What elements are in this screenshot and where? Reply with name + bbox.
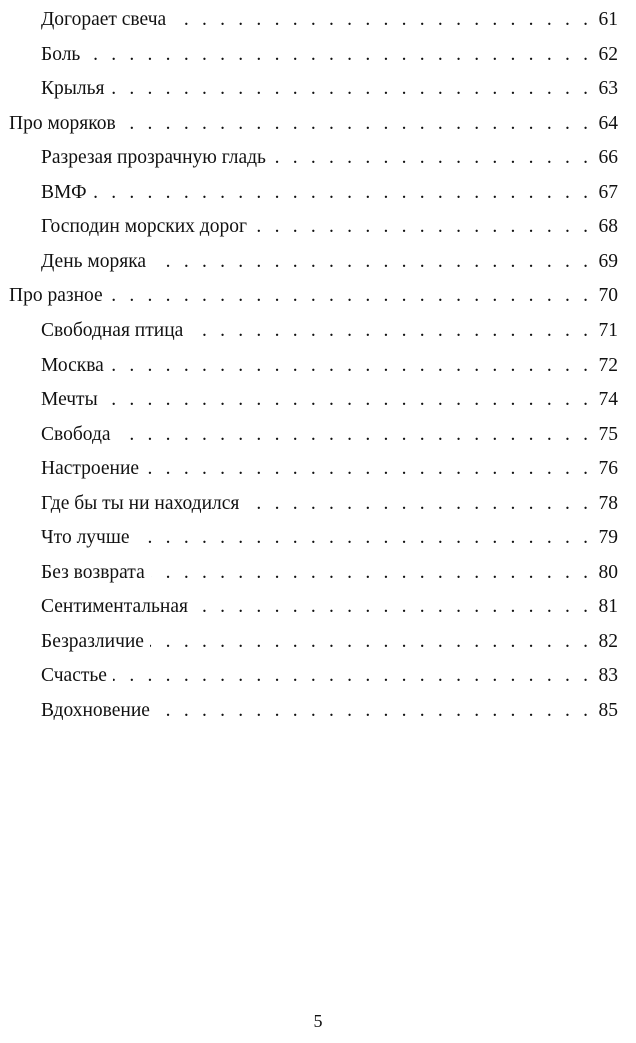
toc-entry-page: 75 [598,424,618,445]
dot-leader [109,284,588,308]
toc-entry-page: 66 [598,147,618,168]
toc-entry-page: 61 [598,9,618,30]
dot-leader [189,319,588,343]
toc-entry-page: 80 [598,562,618,583]
toc-entry [41,423,618,447]
toc-entry [41,526,618,550]
dot-leader [122,112,588,136]
dot-leader [245,492,588,516]
toc-entry-title: Про моряков [9,113,116,134]
toc-entry-page: 70 [598,285,618,306]
dot-leader [86,43,588,67]
toc-entry-title: Без возврата [41,562,145,583]
dot-leader [104,388,588,412]
toc-entry-page: 76 [598,458,618,479]
toc-entry [41,595,618,619]
toc-entry [9,284,618,308]
dot-leader [253,215,588,239]
toc-entry [41,319,618,343]
page-number: 5 [313,1011,323,1031]
toc-entry-page: 68 [598,216,618,237]
dot-leader [152,250,588,274]
toc-entry [41,388,618,412]
toc-entry-page: 78 [598,493,618,514]
toc-entry [41,699,618,723]
toc-entry-page: 85 [598,700,618,721]
toc-entry-page: 69 [598,251,618,272]
toc-entry-title: Москва [41,355,104,376]
dot-leader [272,146,588,170]
dot-leader [117,423,588,447]
dot-leader [110,354,588,378]
toc-entry [41,354,618,378]
toc-entry-page: 62 [598,44,618,65]
dot-leader [172,8,588,32]
toc-entry [41,77,618,101]
toc-entry-page: 82 [598,631,618,652]
toc-entry-page: 64 [598,113,618,134]
toc-entry-page: 71 [598,320,618,341]
toc-entry-title: ВМФ [41,182,87,203]
toc-entry [41,250,618,274]
toc-entry-title: Где бы ты ни находился [41,493,240,514]
toc-entry [41,43,618,67]
toc-entry-title: Догорает свеча [41,9,167,30]
toc-entry-page: 81 [598,596,618,617]
toc-entry-page: 72 [598,355,618,376]
dot-leader [145,457,588,481]
toc-entry [41,457,618,481]
dot-leader [150,630,588,654]
toc-entry-page: 63 [598,78,618,99]
toc-entry-title: Свободная птица [41,320,184,341]
toc-entry-title: Разрезая прозрачную гладь [41,147,266,168]
toc-entry-title: Про разное [9,285,103,306]
toc-entry-title: Боль [41,44,81,65]
toc-entry-title: Крылья [41,78,105,99]
dot-leader [110,77,588,101]
toc-entry [41,561,618,585]
dot-leader [156,699,588,723]
toc-entry-title: Настроение [41,458,140,479]
toc-entry-title: Вдохновение [41,700,150,721]
toc-entry [41,630,618,654]
toc-entry-title: Безразличие [41,631,144,652]
toc-entry-page: 79 [598,527,618,548]
dot-leader [93,181,589,205]
toc-entry [41,181,618,205]
dot-leader [113,664,588,688]
toc-entry [41,664,618,688]
toc-entry-title: Мечты [41,389,98,410]
toc-entry [41,492,618,516]
dot-leader [151,561,588,585]
toc-entry-title: День моряка [41,251,147,272]
dot-leader [194,595,588,619]
toc-entry [41,215,618,239]
toc-entry-page: 83 [598,665,618,686]
toc-entry-title: Что лучше [41,527,130,548]
toc-entry-title: Господин морских дорог [41,216,247,237]
toc-entry-page: 74 [598,389,618,410]
dot-leader [136,526,588,550]
toc-entry-title: Счастье [41,665,107,686]
toc-entry-title: Сентиментальная [41,596,188,617]
toc-entry-page: 67 [598,182,618,203]
toc-entry [41,8,618,32]
toc-entry [41,146,618,170]
toc-entry-title: Свобода [41,424,111,445]
toc-entry [9,112,618,136]
